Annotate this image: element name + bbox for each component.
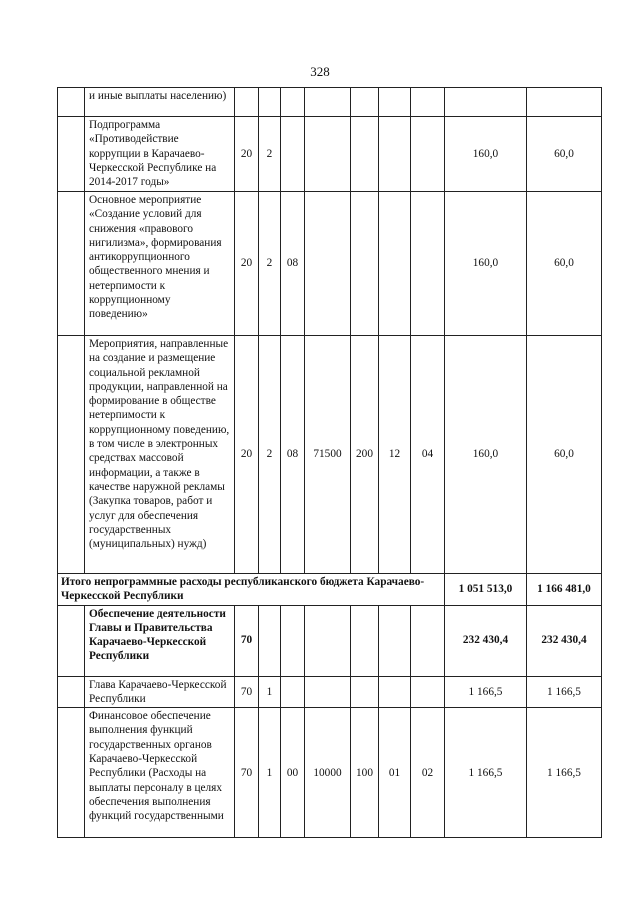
table-body-after xyxy=(58,605,602,838)
row-name: и иные выплаты населению) xyxy=(85,88,235,117)
row-name: Финансовое обеспечение выполнения функций государственных органов Карачаево-Черкесской Республики (Расходы на выплаты персоналу в целях обеспечения выполнения функций государственными xyxy=(85,708,235,838)
row-marker-cell xyxy=(58,336,85,574)
row-code-5 xyxy=(351,88,379,117)
row-code-3 xyxy=(281,605,305,676)
row-value-year2 xyxy=(527,88,602,117)
total-row xyxy=(58,574,602,606)
row-code-6: 12 xyxy=(379,336,411,574)
row-value-year2: 232 430,4 xyxy=(527,605,602,676)
row-value-year1: 160,0 xyxy=(445,336,527,574)
row-value-year2: 1 166,5 xyxy=(527,708,602,838)
row-marker-cell xyxy=(58,676,85,708)
row-marker-cell xyxy=(58,605,85,676)
row-code-7: 02 xyxy=(411,708,445,838)
total-value-year2: 1 166 481,0 xyxy=(527,574,602,606)
row-code-3 xyxy=(281,676,305,708)
table-row xyxy=(58,88,602,117)
row-value-year2: 60,0 xyxy=(527,117,602,192)
row-code-5 xyxy=(351,676,379,708)
row-code-2: 2 xyxy=(259,336,281,574)
row-value-year1: 232 430,4 xyxy=(445,605,527,676)
row-code-6 xyxy=(379,117,411,192)
row-value-year1 xyxy=(445,88,527,117)
table-row xyxy=(58,117,602,192)
row-code-7: 04 xyxy=(411,336,445,574)
table-body-before xyxy=(58,88,602,574)
row-name: Обеспечение деятельности Главы и Правительства Карачаево-Черкесской Республики xyxy=(85,605,235,676)
row-code-4 xyxy=(305,192,351,336)
row-code-4: 10000 xyxy=(305,708,351,838)
row-code-3: 00 xyxy=(281,708,305,838)
row-code-3 xyxy=(281,88,305,117)
row-name: Основное мероприятие «Создание условий для снижения «правового нигилизма», формирования антикоррупционного общественного мнения и нетерпимости к коррупционному поведению» xyxy=(85,192,235,336)
row-code-1: 20 xyxy=(235,192,259,336)
row-value-year2: 1 166,5 xyxy=(527,676,602,708)
row-code-6 xyxy=(379,192,411,336)
row-code-7 xyxy=(411,192,445,336)
page-number: 328 xyxy=(310,64,330,79)
row-code-4 xyxy=(305,605,351,676)
row-code-5 xyxy=(351,605,379,676)
row-value-year1: 1 166,5 xyxy=(445,676,527,708)
row-value-year1: 160,0 xyxy=(445,192,527,336)
row-value-year1: 1 166,5 xyxy=(445,708,527,838)
row-code-6: 01 xyxy=(379,708,411,838)
row-code-1 xyxy=(235,88,259,117)
row-code-5 xyxy=(351,192,379,336)
table-row xyxy=(58,676,602,708)
row-code-2: 1 xyxy=(259,676,281,708)
row-code-3: 08 xyxy=(281,336,305,574)
row-code-4 xyxy=(305,676,351,708)
total-label: Итого непрограммные расходы республиканского бюджета Карачаево-Черкесской Республики xyxy=(58,574,445,606)
table-row xyxy=(58,336,602,574)
row-code-2 xyxy=(259,605,281,676)
row-code-2: 2 xyxy=(259,192,281,336)
row-code-7 xyxy=(411,605,445,676)
row-code-1: 20 xyxy=(235,336,259,574)
row-code-6 xyxy=(379,605,411,676)
row-code-1: 70 xyxy=(235,708,259,838)
row-code-3: 08 xyxy=(281,192,305,336)
row-marker-cell xyxy=(58,88,85,117)
row-code-4 xyxy=(305,88,351,117)
row-code-7 xyxy=(411,117,445,192)
table-row xyxy=(58,605,602,676)
row-name: Подпрограмма «Противодействие коррупции в Карачаево-Черкесской Республике на 2014-2017 годы» xyxy=(85,117,235,192)
row-code-5: 200 xyxy=(351,336,379,574)
row-name: Глава Карачаево-Черкесской Республики xyxy=(85,676,235,708)
row-code-6 xyxy=(379,676,411,708)
row-code-2: 1 xyxy=(259,708,281,838)
table-row xyxy=(58,708,602,838)
row-code-5 xyxy=(351,117,379,192)
row-code-2 xyxy=(259,88,281,117)
row-value-year1: 160,0 xyxy=(445,117,527,192)
row-code-4 xyxy=(305,117,351,192)
row-code-1: 70 xyxy=(235,676,259,708)
row-marker-cell xyxy=(58,192,85,336)
row-code-2: 2 xyxy=(259,117,281,192)
table-row xyxy=(58,192,602,336)
row-code-7 xyxy=(411,676,445,708)
row-value-year2: 60,0 xyxy=(527,192,602,336)
row-code-4: 71500 xyxy=(305,336,351,574)
row-marker-cell xyxy=(58,117,85,192)
row-code-3 xyxy=(281,117,305,192)
total-value-year1: 1 051 513,0 xyxy=(445,574,527,606)
row-code-7 xyxy=(411,88,445,117)
total-row-group xyxy=(58,574,602,606)
row-marker-cell xyxy=(58,708,85,838)
row-code-5: 100 xyxy=(351,708,379,838)
budget-table xyxy=(57,87,602,838)
row-name: Мероприятия, направленные на создание и размещение социальной рекламной продукции, направленной на формирование в обществе нетерпимости к коррупционному поведению, в том числе в электронных средствах массовой информации, а также в качестве наружной рекламы (Закупка товаров, работ и услуг для обеспечения государственных (муниципальных) нужд) xyxy=(85,336,235,574)
row-value-year2: 60,0 xyxy=(527,336,602,574)
row-code-1: 20 xyxy=(235,117,259,192)
row-code-6 xyxy=(379,88,411,117)
row-code-1: 70 xyxy=(235,605,259,676)
